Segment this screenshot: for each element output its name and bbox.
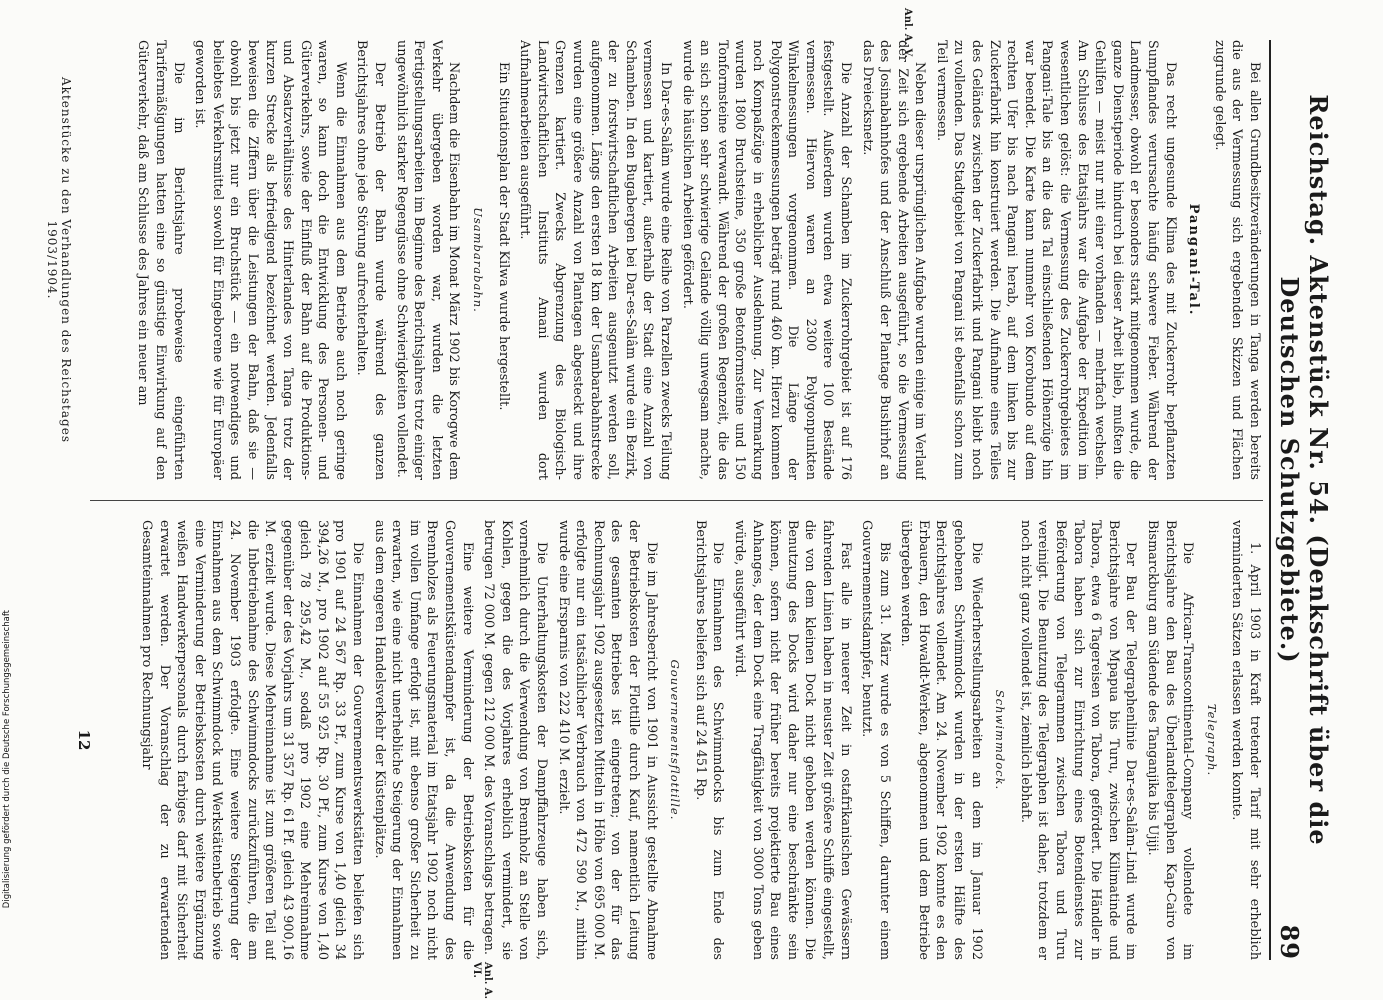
paragraph: Bis zum 31. März wurde es von 5 Schiffen, darunter einem Gouvernementsdampfer, benutzt. xyxy=(859,520,892,960)
paragraph: Der Bau der Telegraphenlinie Dar-es-Salâm-Lindi wurde im Berichtsjahre von Mpapua bis Turu, zwischen Kilimatinde und Tabora, etwa 6 Tagereisen von Tabora, gefördert. Die Händler in Tabora haben sich zur Einrichtung eines Botendienstes zur Beförderung von Telegrammen zwischen Tabora und Turu vereinigt. Die Benutzung des Telegraphen ist daher, trotzdem er noch nicht ganz vollendet ist, ziemlich lebhaft. xyxy=(1017,520,1139,960)
paragraph: Fast alle in neuerer Zeit in ostafrikanischen Gewässern fahrenden Linien haben in neuster Zeit größere Schiffe eingestellt, die von dem kleinen Dock nicht gehoben werden können. Die Benutzung des Docks wird daher nur eine beschränkte sein können, sofern nicht der früher bereits projektierte Bau eines Anhanges, der dem Dock eine Tragfähigkeit von 3000 Tons geben würde, ausgeführt wird. xyxy=(731,520,853,960)
paragraph: Der Betrieb der Bahn wurde während des ganzen Berichtsjahres ohne jede Störung aufrechterhalten. xyxy=(354,40,388,480)
margin-note: Anl. A. VI. xyxy=(471,962,493,1000)
section-heading: Gouvernementsflottille. xyxy=(668,659,683,821)
section-heading: Pangani-Tal. xyxy=(1186,203,1202,317)
section-heading: Usambarabahn. xyxy=(471,207,486,313)
paragraph: Eine weitere Verminderung der Betriebskosten für die Gouvernementsküstendampfer ist, da die Anwendung des Brennholzes als Feuerungsmaterial im Etatsjahr 1902 noch nicht im vollen Umfange erfolgt ist, mit ebenso großer Sicherheit zu erwarten, wie eine nicht unerhebliche Steigerung der Einnahmen aus dem engeren Handelsverkehr der Küstenplätze. xyxy=(371,520,475,960)
paragraph: Die im Berichtsjahre probeweise eingeführten Tarifermäßigungen hatten eine so günstige Einwirkung auf den Güterverkehr, daß am Schlusse des Jahres ein neuer am xyxy=(135,40,186,480)
page-number: 89 xyxy=(1275,924,1304,960)
paragraph: Die Anzahl der Schamben im Zuckerrohrgebiet ist auf 176 festgestellt. Außerdem wurden etwa weitere 100 Bestände vermessen. Hiervon waren an 2300 Polygonpunkten Winkelmessungen vorgenommen. Die Länge der Polygonstreckenmessungen beträgt rund 460 km. Hierzu kommen noch Kompaßzüge in erheblicher Ausdehnung. Zur Vermarkung wurden 1800 Bruchsteine, 350 große Betonformsteine und 150 Tonformsteine verwandt. Während der großen Regenzeit, die das an sich schon sehr schwierige Gelände völlig unwegsam machte, wurde die häuslichen Arbeiten gefördert. xyxy=(679,40,853,480)
section-heading: Telegraph. xyxy=(1204,703,1219,777)
paragraph: In Dar-es-Salâm wurde eine Reihe von Parzellen zwecks Teilung vermessen und kartiert, außerhalb der Stadt eine Anzahl von Schamben. In den Bugabergen bei Dar-es-Salâm wurde ein Bezirk, der zu forstwirtschaftlichen Arbeiten ausgenutzt werden soll, aufgenommen. Längs den ersten 18 km der Usambarabahnstrecke wurden eine größere Anzahl von Plantagen abgesteckt und ihre Grenzen kartiert. Zwecks Abgrenzung des Biologisch-Landwirtschaftlichen Instituts Amani wurden dort Aufnahmearbeiten ausgeführt. xyxy=(517,40,673,480)
paragraph: Die im Jahresbericht von 1901 in Aussicht gestellte Abnahme der Betriebskosten der Flottille durch Kauf, namentlich Leitung des gesamten Betriebes ist eingetreten; von der für das Rechnungsjahr 1902 ausgesetzten Mitteln in Höhe von 695 000 M. erfolgte nur ein tatsächlicher Verbrauch von 472 590 M., mithin wurde eine Ersparnis von 222 410 M. erzielt. xyxy=(555,520,659,960)
header-title: Reichstag. Aktenstück Nr. 54. (Denkschrift über die Deutschen Schutzgebiete.) xyxy=(1275,94,1333,846)
page-header xyxy=(1269,40,1333,960)
paragraph: Die Unterhaltungskosten der Dampffahrzeuge haben sich, vornehmlich durch die Verwendung von Brennholz an Stelle von Kohlen, gegen die des Vorjahres erheblich vermindert, sie betrugen 72 000 M. gegen 212 000 M. des Voranschlags betragen. xyxy=(481,520,550,960)
paragraph: 1. April 1903 in Kraft tretender Tarif mit sehr erheblich verminderten Sätzen erlassen werden konnte. xyxy=(1229,520,1262,960)
paragraph: Neben dieser ursprünglichen Aufgabe wurden einige im Verlauf der Zeit sich ergebende Arbeiten ausgeführt, so die Vermessung des Josinabahnhofes und der Anschluß der Plantage Bushirhof an das Dreiecksnetz. xyxy=(859,40,928,480)
left-column xyxy=(80,40,1263,480)
paragraph: Ein Situationsplan der Stadt Kilwa wurde hergestellt. xyxy=(495,62,511,411)
margin-note: Anl. A. V. xyxy=(902,8,913,59)
section-heading: Schwimmdock. xyxy=(993,689,1008,791)
paragraph: Das recht ungesunde Klima des mit Zuckerrohr bepflanzten Sumpflandes verursachte häufig schwere Fieber. Während der Landmesser, obwohl er besonders stark mitgenommen wurde, die ganze Dienstperiode hindurch bei dieser Arbeit blieb, mußten die Gehilfen — meist nur mit einer vorhanden — mehrfach wechseln. Am Schlusse des Etatsjahrs war die Aufgabe der Expedition im wesentlichen gelöst: die Vermessung des Zuckerrohrgebietes im Pangani-Tale bis an die das Tal einschließenden Höhenzüge hin war beendet. Die Karte kann nunmehr von Korobundo auf dem rechten Ufer bis nach Pangani herab, auf dem linken bis zur Zuckerfabrik hin konstruiert werden. Die Aufnahme eines Teiles des Geländes zwischen der Zuckerfabrik und Pangani bleibt noch zu vollenden. Das Stadtgebiet von Pangani ist ebenfalls schon zum Teil vermessen. xyxy=(933,40,1178,480)
column-divider xyxy=(90,500,1263,501)
footer-sheet-number: 12 xyxy=(75,729,93,751)
paragraph: Nachdem die Eisenbahn im Monat März 1902 bis Korogwe dem Verkehr übergeben worden war, wurden die letzten Fertigstellungsarbeiten im Beginne des Berichtsjahres trotz einiger ungewöhnlich starker Regengüsse ohne Schwierigkeiten vollendet. xyxy=(393,40,462,480)
paragraph: Bei allen Grundbesitzveränderungen in Tanga werden bereits die aus der Vermessung sich ergebenden Skizzen und Flächen zugrunde gelegt. xyxy=(1211,40,1262,480)
paragraph: Die African-Transcontinental-Company vollendete im Berichtsjahre den Bau des Überlandtelegraphen Kap-Cairo von Bismarckburg am Südende des Tanganjika bis Ujiji. xyxy=(1145,520,1196,960)
right-column xyxy=(80,520,1263,960)
footer-publication: Aktenstücke zu den Verhandlungen des Reichstages 1903/1904. xyxy=(45,77,73,443)
paragraph: Die Einnahmen des Schwimmdocks bis zum Ende des Berichtsjahres beliefen sich auf 24 451 Rp. xyxy=(692,520,726,960)
paragraph: Wenn die Einnahmen aus dem Betriebe auch noch geringe waren, so kann doch die Entwicklung des Personen- und Güterverkehrs, sowie der Einfluß der Bahn auf die Produktions- und Absatzverhältnisse des Hinterlandes von Tanga trotz der kurzen Strecke als befriedigend bezeichnet werden. Jedenfalls beweisen die Ziffern über die Leistungen der Bahn, daß sie — obwohl bis jetzt nur ein Bruchstück — ein notwendiges und beliebtes Verkehrsmittel sowohl für Eingeborene wie für Europäer geworden ist. xyxy=(192,40,348,480)
paragraph: Die Wiederherstellungsarbeiten an dem im Januar 1902 gehobenen Schwimmdock wurden in der ersten Hälfte des Berichtsjahres vollendet. Am 24. November 1902 konnte es den Erbauern, den Howaldt-Werken, abgenommen und dem Betriebe übergeben werden. xyxy=(898,520,984,960)
digitization-note: Digitalisierung gefördert durch die Deutsche Forschungsgemeinschaft xyxy=(2,610,12,909)
paragraph: Die Einnahmen der Gouvernementswerkstätten beliefen sich pro 1901 auf 24 567 Rp. 33 Pf., zum Kurse von 1,40 gleich 34 394,26 M., pro 1902 auf 55 925 Rp. 30 Pf., zum Kurse von 1,40 gleich 78 295,42 M., sodaß pro 1902 eine Mehreinnahme gegenüber der des Vorjahrs um 31 357 Rp. 61 Pf. gleich 43 900,16 M. erzielt wurde. Diese Mehreinnahme ist zum größeren Teil auf die Inbetriebnahme des Schwimmdocks zurückzuführen, die am 24. November 1903 erfolgte. Eine weitere Steigerung der Einnahmen aus dem Schwimmdock und Werkstättenbetrieb sowie eine Verminderung der Betriebskosten durch weitere Ergänzung weißen Handwerkerpersonals durch farbiges darf mit Sicherheit erwartet werden. Der Voranschlag der zu erwartenden Gesamteinnahmen pro Rechnungsjahr xyxy=(138,520,366,960)
